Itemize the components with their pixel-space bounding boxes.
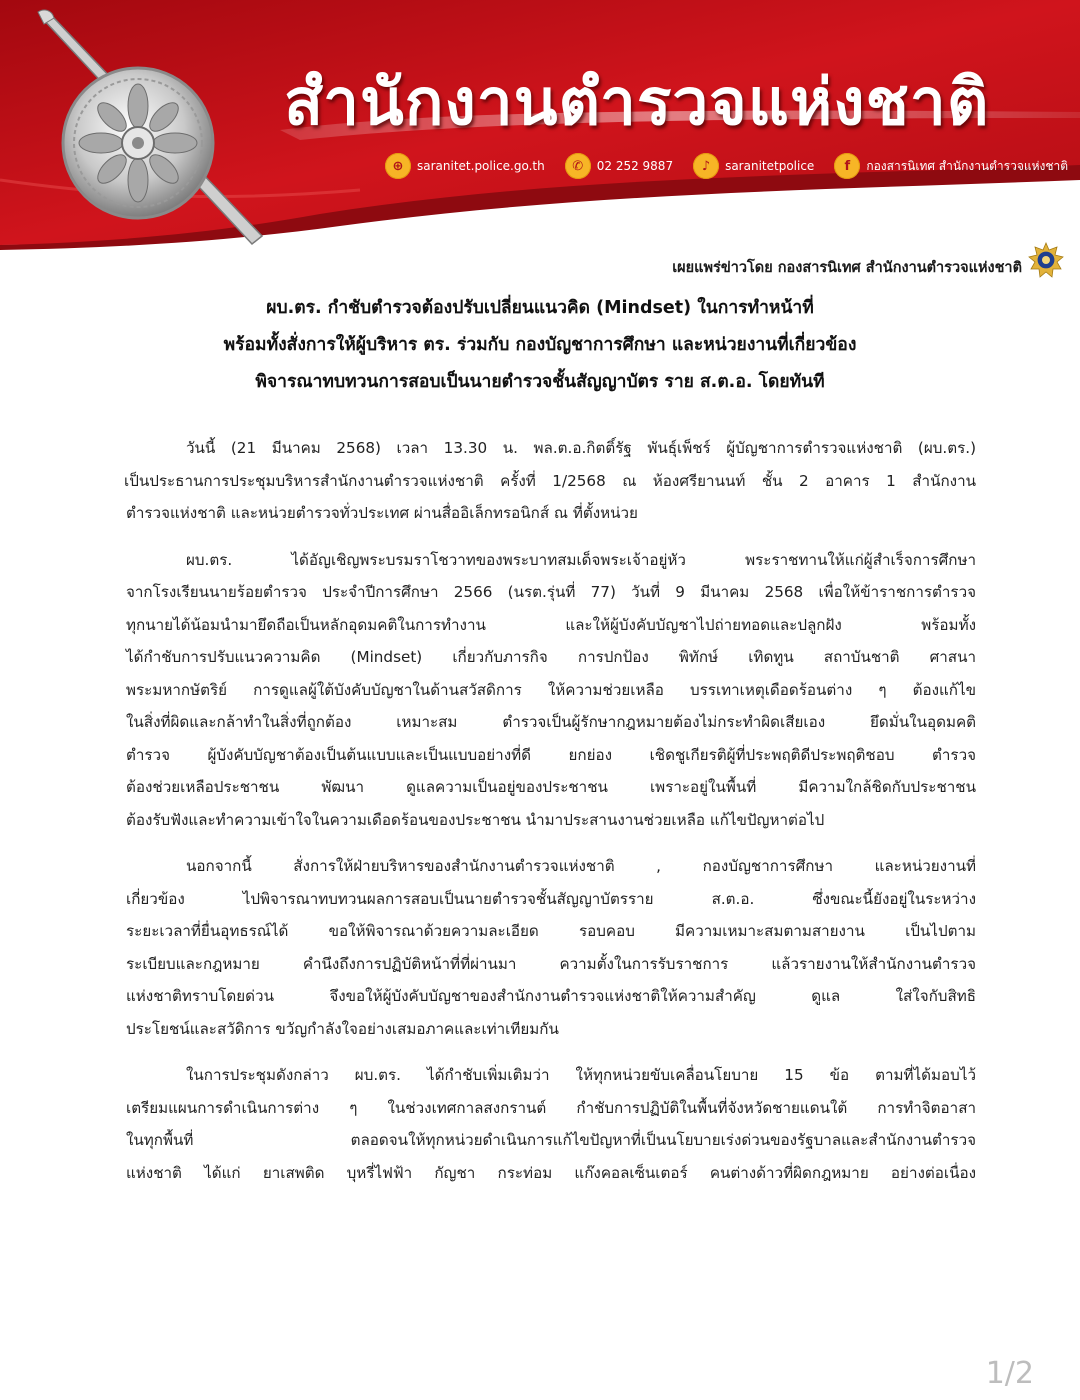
phone-text: 02 252 9887 bbox=[596, 159, 674, 173]
body-line: เป็นประธานการประชุมบริหารสำนักงานตำรวจแห่งชาติ ครั้งที่ 1/2568 ณ ห้องศรียานนท์ ชั้น 2 อาคาร 1 สำนักงาน bbox=[124, 471, 976, 490]
tiktok-text: saranitetpolice bbox=[725, 159, 815, 173]
paragraph-2 bbox=[126, 544, 976, 837]
news-headline bbox=[60, 290, 1020, 401]
body-line: ระเบียบและกฎหมาย คำนึงถึงการปฏิบัติหน้าที่ที่ผ่านมา ความตั้งในการรับราชการ แล้วรายงานให้สำนักงานตำรวจ bbox=[126, 954, 976, 973]
body-line: ทุกนายได้น้อมนำมายึดถือเป็นหลักอุดมคติในการทำงาน และให้ผู้บังคับบัญชาไปถ่ายทอดและปลูกฝัง พร้อมทั้ง bbox=[126, 615, 976, 634]
contact-tiktok[interactable] bbox=[693, 153, 814, 179]
body-line: เกี่ยวข้อง ไปพิจารณาทบทวนผลการสอบเป็นนายตำรวจชั้นสัญญาบัตรราย ส.ต.อ. ซึ่งขณะนี้ยังอยู่ในระหว่าง bbox=[126, 889, 976, 908]
tiktok-icon: ♪ bbox=[693, 153, 719, 179]
publisher-credit: เผยแพร่ข่าวโดย กองสารนิเทศ สำนักงานตำรวจแห่งชาติ bbox=[672, 260, 1022, 276]
facebook-icon: f bbox=[834, 153, 860, 179]
agency-title: สำนักงานตำรวจแห่งชาติ bbox=[284, 66, 990, 140]
body-line: ตำรวจ ผู้บังคับบัญชาต้องเป็นต้นแบบและเป็นแบบอย่างที่ดี ยกย่อง เชิดชูเกียรติผู้ที่ประพฤติดีประพฤติชอบ ตำรวจ bbox=[126, 745, 976, 764]
body-line: ในทุกพื้นที่ ตลอดจนให้ทุกหน่วยดำเนินการแก้ไขปัญหาที่เป็นนโยบายเร่งด่วนของรัฐบาลและสำนักงานตำรวจ bbox=[126, 1131, 976, 1149]
paragraph-1 bbox=[126, 432, 976, 530]
body-line: ได้กำชับการปรับแนวความคิด (Mindset) เกี่ยวกับภารกิจ การปกป้อง พิทักษ์ เทิดทูน สถาบันชาติ ศาสนา bbox=[126, 648, 976, 666]
body-line: นอกจากนี้ สั่งการให้ฝ่ายบริหารของสำนักงานตำรวจแห่งชาติ , กองบัญชาการศึกษา และหน่วยงานที่ bbox=[186, 857, 976, 875]
body-line: พระมหากษัตริย์ การดูแลผู้ใต้บังคับบัญชาในด้านสวัสดิการ ให้ความช่วยเหลือ บรรเทาเหตุเดือดร้อนต่าง ๆ ต้องแก้ไข bbox=[126, 680, 976, 699]
website-text: saranitet.police.go.th bbox=[417, 159, 545, 173]
body-line: ในสิ่งที่ผิดและกล้าทำในสิ่งที่ถูกต้อง เหมาะสม ตำรวจเป็นผู้รักษากฎหมายต้องไม่กระทำผิดเสียเอง ยึดมั่นในอุดมคติ bbox=[126, 713, 976, 731]
headline-line: ผบ.ตร. กำชับตำรวจต้องปรับเปลี่ยนแนวคิด (Mindset) ในการทำหน้าที่ bbox=[266, 298, 814, 318]
header-banner bbox=[0, 0, 1080, 250]
contact-website[interactable] bbox=[385, 153, 545, 179]
police-seal-emblem bbox=[30, 8, 280, 248]
paragraph-3 bbox=[126, 850, 976, 1045]
body-line: ในการประชุมดังกล่าว ผบ.ตร. ได้กำชับเพิ่มเติมว่า ให้ทุกหน่วยขับเคลื่อนโยบาย 15 ข้อ ตามที่ได้มอบไว้ bbox=[186, 1066, 976, 1084]
phone-icon: ✆ bbox=[565, 153, 591, 179]
body-line: แห่งชาติ ได้แก่ ยาเสพติด บุหรี่ไฟฟ้า กัญชา กระท่อม แก๊งคอลเซ็นเตอร์ คนต่างด้าวที่ผิดกฎหมาย อย่างต่อเนื่อง bbox=[126, 1163, 976, 1182]
contact-bar bbox=[385, 152, 1080, 180]
paragraph-4 bbox=[126, 1059, 976, 1189]
body-line: ต้องรับฟังและทำความเข้าใจในความเดือดร้อนของประชาชน นำมาประสานงานช่วยเหลือ แก้ไขปัญหาต่อไป bbox=[126, 810, 825, 829]
body-line: แห่งชาติทราบโดยด่วน จึงขอให้ผู้บังคับบัญชาของสำนักงานตำรวจแห่งชาติให้ความสำคัญ ดูแล ใส่ใจกับสิทธิ bbox=[126, 987, 976, 1005]
body-line: ตำรวจแห่งชาติ และหน่วยตำรวจทั่วประเทศ ผ่านสื่ออิเล็กทรอนิกส์ ณ ที่ตั้งหน่วย bbox=[126, 504, 638, 522]
headline-line: พิจารณาทบทวนการสอบเป็นนายตำรวจชั้นสัญญาบัตร ราย ส.ต.อ. โดยทันที bbox=[255, 372, 825, 392]
globe-icon: ⊕ bbox=[385, 153, 411, 179]
body-line: จากโรงเรียนนายร้อยตำรวจ ประจำปีการศึกษา 2566 (นรต.รุ่นที่ 77) วันที่ 9 มีนาคม 2568 เพื่อให้ข้าราชการตำรวจ bbox=[126, 583, 976, 601]
body-line: ประโยชน์และสวัดิการ ขวัญกำลังใจอย่างเสมอภาคและเท่าเทียมกัน bbox=[126, 1019, 559, 1038]
information-division-logo-icon bbox=[1028, 242, 1064, 278]
facebook-text: กองสารนิเทศ สำนักงานตำรวจแห่งชาติ bbox=[866, 159, 1069, 173]
body-line: ระยะเวลาที่ยื่นอุทธรณ์ได้ ขอให้พิจารณาด้วยความละเอียด รอบคอบ มีความเหมาะสมตามสายงาน เป็นไปตาม bbox=[126, 922, 976, 940]
body-line: วันนี้ (21 มีนาคม 2568) เวลา 13.30 น. พล.ต.อ.กิตติ์รัฐ พันธุ์เพ็ชร์ ผู้บัญชาการตำรวจแห่งชาติ (ผบ.ตร.) bbox=[186, 439, 976, 457]
body-line: ผบ.ตร. ได้อัญเชิญพระบรมราโชวาทของพระบาทสมเด็จพระเจ้าอยู่หัว พระราชทานให้แก่ผู้สำเร็จการศึกษา bbox=[186, 550, 976, 569]
body-line: ต้องช่วยเหลือประชาชน พัฒนา ดูแลความเป็นอยู่ของประชาชน เพราะอยู่ในพื้นที่ มีความใกล้ชิดกับประชาชน bbox=[126, 778, 976, 796]
contact-phone[interactable] bbox=[565, 153, 673, 179]
article-body bbox=[126, 432, 976, 1203]
body-line: เตรียมแผนการดำเนินการต่าง ๆ ในช่วงเทศกาลสงกรานต์ กำชับการปฏิบัติในพื้นที่จังหวัดชายแดนใต้ การทำจิตอาสา bbox=[126, 1098, 976, 1117]
page-indicator: 1/2 bbox=[985, 1356, 1034, 1391]
headline-line: พร้อมทั้งสั่งการให้ผู้บริหาร ตร. ร่วมกับ กองบัญชาการศึกษา และหน่วยงานที่เกี่ยวข้อง bbox=[223, 335, 857, 355]
contact-facebook[interactable] bbox=[834, 153, 1068, 179]
